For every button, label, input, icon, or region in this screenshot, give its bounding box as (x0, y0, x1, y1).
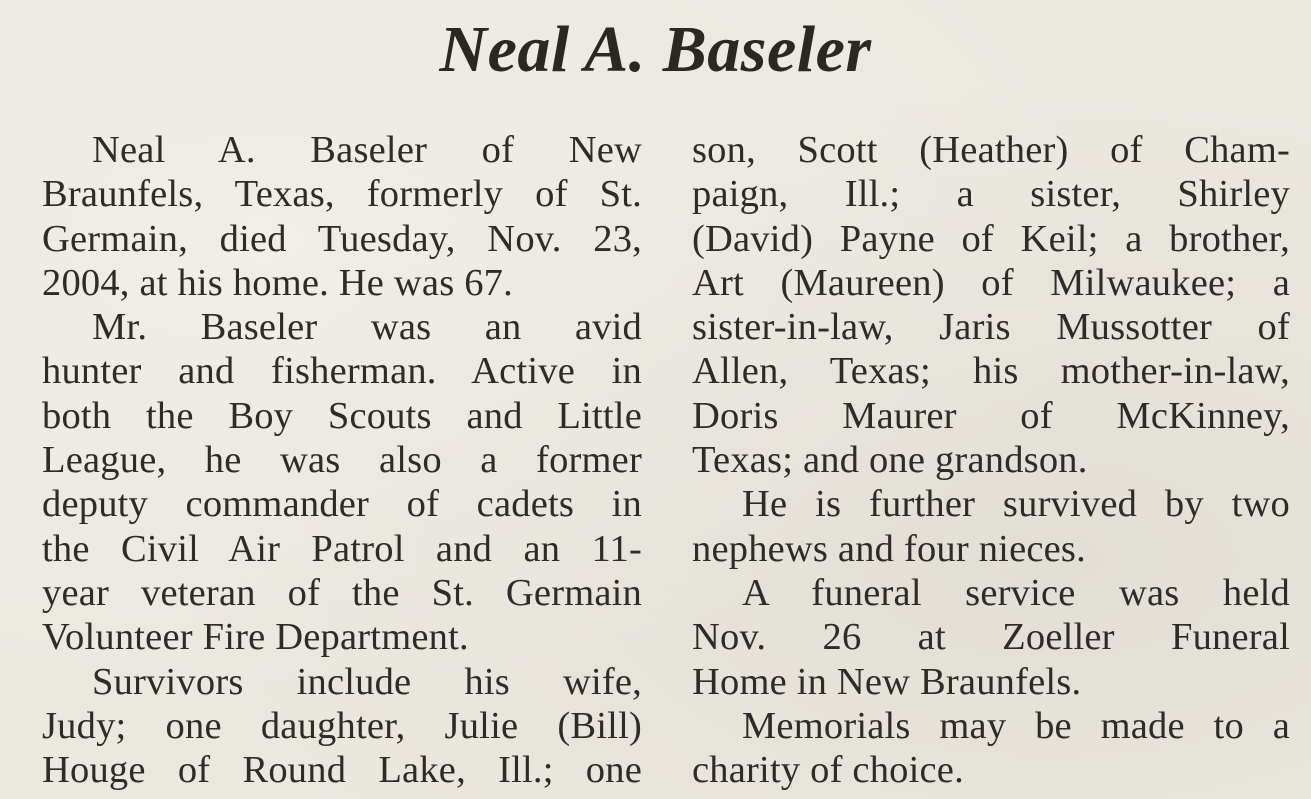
text-line: Mr. Baseler was an avid (92, 306, 642, 349)
text-line: Memorials may be made to a (742, 704, 1290, 747)
text-line: Texas; and one grandson. (692, 439, 1088, 482)
text-line: Allen, Texas; his mother-in-law, (692, 350, 1290, 393)
text-line: Volunteer Fire Department. (42, 616, 469, 659)
text-line: Neal A. Baseler of New (92, 129, 642, 171)
text-line: 2004, at his home. He was 67. (42, 261, 513, 304)
text-line: Houge of Round Lake, Ill.; one (42, 749, 642, 792)
text-line: hunter and fisherman. Active in (42, 350, 642, 393)
text-line: He is further survived by two (742, 483, 1290, 526)
text-line: A funeral service was held (742, 571, 1290, 614)
left-column (42, 128, 642, 792)
text-line: nephews and four nieces. (692, 527, 1086, 570)
obituary-headline: Neal A. Baseler (439, 13, 872, 86)
text-line: both the Boy Scouts and Little (42, 394, 642, 437)
text-line: Art (Maureen) of Milwaukee; a (692, 261, 1290, 304)
text-line: Home in New Braunfels. (692, 660, 1082, 703)
text-line: Doris Maurer of McKinney, (692, 394, 1290, 437)
right-column (692, 128, 1290, 792)
text-line: year veteran of the St. Germain (42, 571, 642, 614)
text-line: deputy commander of cadets in (42, 483, 642, 526)
text-line: Judy; one daughter, Julie (Bill) (42, 704, 642, 747)
text-line: son, Scott (Heather) of Cham- (692, 129, 1290, 171)
text-line: Nov. 26 at Zoeller Funeral (692, 616, 1290, 659)
text-line: paign, Ill.; a sister, Shirley (692, 173, 1290, 216)
text-line: Braunfels, Texas, formerly of St. (42, 173, 642, 216)
text-line: the Civil Air Patrol and an 11- (42, 527, 642, 570)
text-line: Survivors include his wife, (92, 660, 642, 703)
text-line: sister-in-law, Jaris Mussotter of (692, 306, 1290, 349)
text-line: (David) Payne of Keil; a brother, (692, 217, 1290, 260)
text-line: charity of choice. (692, 749, 964, 792)
text-line: Germain, died Tuesday, Nov. 23, (42, 217, 642, 260)
text-line: League, he was also a former (42, 439, 642, 482)
